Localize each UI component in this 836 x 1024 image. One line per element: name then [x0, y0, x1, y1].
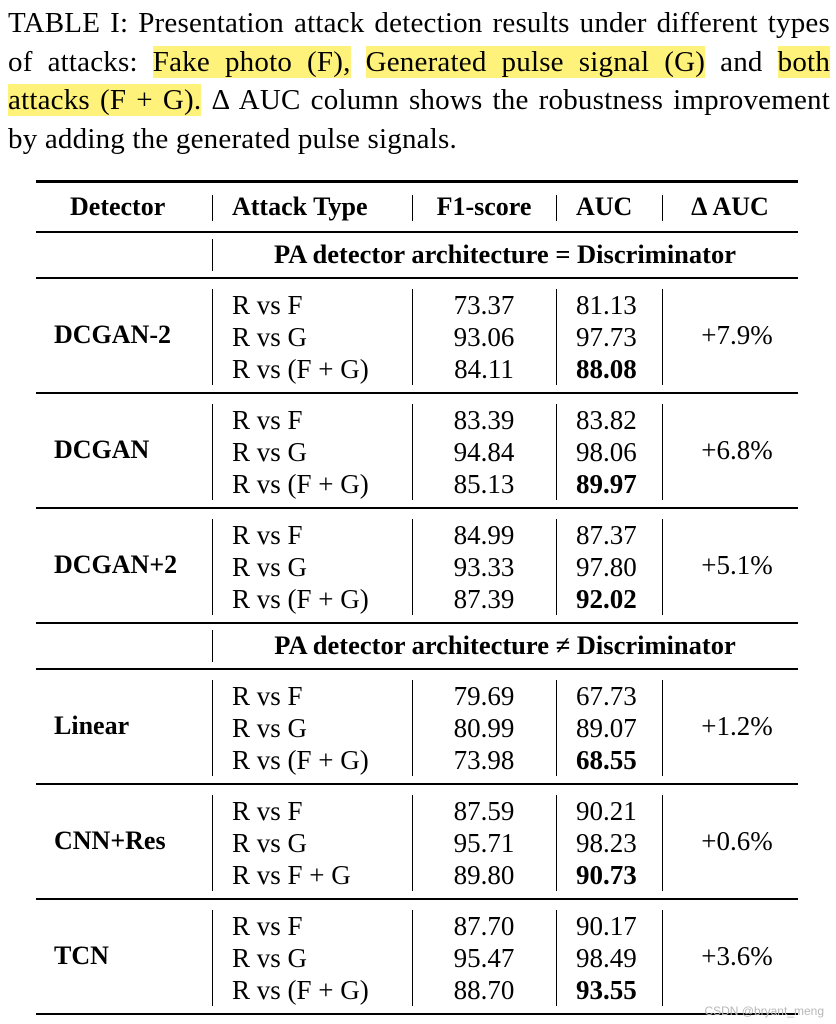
detector-group	[36, 785, 798, 898]
auc-cell: 87.37	[576, 519, 637, 550]
section-header-row	[36, 233, 798, 277]
delta-auc-cell: +5.1%	[701, 549, 773, 580]
delta-auc-cell: +0.6%	[701, 825, 773, 856]
caption-suffix: Δ AUC column shows the robustness improvement by adding the generated pulse signals.	[8, 84, 830, 155]
header-detector: Detector	[70, 191, 166, 221]
attack-type-cell: R vs (F + G)	[232, 353, 369, 384]
auc-cell: 90.17	[576, 910, 637, 941]
header-divider	[212, 195, 213, 221]
header-divider	[412, 195, 413, 221]
attack-type-cell: R vs (F + G)	[232, 744, 369, 775]
detector-name: DCGAN-2	[54, 320, 171, 349]
f1-score-cell: 95.47	[453, 942, 515, 973]
f1-score-cell: 80.99	[453, 712, 515, 743]
delta-auc-cell: +1.2%	[701, 710, 773, 741]
f1-score-cell: 84.11	[454, 353, 514, 384]
f1-score-cell: 87.59	[453, 795, 515, 826]
attack-type-cell: R vs F	[232, 795, 303, 826]
caption-highlight-both-attacks: both attacks (F + G).	[8, 45, 831, 116]
header-delta-auc: Δ AUC	[691, 191, 769, 221]
auc-cell: 83.82	[576, 404, 637, 435]
attack-type-cell: R vs F	[232, 910, 303, 941]
attack-type-cell: R vs (F + G)	[232, 468, 369, 499]
auc-cell: 89.97	[576, 468, 637, 499]
attack-type-cell: R vs G	[232, 436, 308, 467]
attack-type-cell: R vs F	[232, 680, 303, 711]
detector-group	[36, 279, 798, 392]
table-header-row	[36, 183, 798, 231]
header-f1-score: F1-score	[436, 191, 532, 221]
caption-mid: and	[705, 45, 778, 78]
f1-score-cell: 93.06	[453, 321, 515, 352]
table-body	[36, 233, 798, 1016]
f1-score-cell: 88.70	[453, 974, 515, 1005]
attack-type-cell: R vs G	[232, 321, 308, 352]
auc-cell: 98.23	[576, 827, 637, 858]
caption-highlight-fake-photo: Fake photo (F),	[152, 45, 351, 78]
bottom-rule	[36, 1013, 798, 1016]
auc-cell: 97.80	[576, 551, 637, 582]
detector-name: CNN+Res	[54, 826, 166, 855]
f1-score-cell: 95.71	[453, 827, 515, 858]
f1-score-cell: 73.98	[453, 744, 515, 775]
auc-cell: 98.06	[576, 436, 637, 467]
auc-cell: 92.02	[576, 583, 637, 614]
attack-type-cell: R vs G	[232, 942, 308, 973]
section-title: PA detector architecture = Discriminator	[273, 239, 737, 269]
f1-score-cell: 93.33	[453, 551, 515, 582]
attack-type-cell: R vs G	[232, 827, 308, 858]
f1-score-cell: 85.13	[453, 468, 515, 499]
attack-type-cell: R vs F	[232, 519, 303, 550]
auc-cell: 90.73	[576, 859, 637, 890]
auc-cell: 89.07	[576, 712, 637, 743]
table-caption	[8, 4, 830, 158]
caption-highlight-generated-pulse: Generated pulse signal (G)	[365, 45, 706, 78]
f1-score-cell: 87.70	[453, 910, 515, 941]
f1-score-cell: 89.80	[453, 859, 515, 890]
attack-type-cell: R vs F	[232, 289, 303, 320]
delta-auc-cell: +7.9%	[701, 319, 773, 350]
auc-cell: 67.73	[576, 680, 637, 711]
f1-score-cell: 87.39	[453, 583, 515, 614]
auc-cell: 97.73	[576, 321, 637, 352]
attack-type-cell: R vs G	[232, 712, 308, 743]
header-divider	[662, 195, 663, 221]
f1-score-cell: 73.37	[453, 289, 515, 320]
delta-auc-cell: +3.6%	[701, 940, 773, 971]
detector-group	[36, 394, 798, 507]
delta-auc-cell: +6.8%	[701, 434, 773, 465]
auc-cell: 93.55	[576, 974, 637, 1005]
results-table	[36, 180, 798, 1015]
auc-cell: 88.08	[576, 353, 637, 384]
detector-name: DCGAN+2	[54, 550, 178, 579]
section-title: PA detector architecture ≠ Discriminator	[274, 630, 736, 660]
header-auc: AUC	[576, 191, 633, 221]
detector-name: Linear	[54, 711, 130, 740]
header-attack-type: Attack Type	[232, 191, 368, 221]
detector-name: DCGAN	[54, 435, 150, 464]
section-header-row	[36, 624, 798, 668]
detector-group	[36, 670, 798, 783]
f1-score-cell: 83.39	[453, 404, 515, 435]
f1-score-cell: 94.84	[453, 436, 515, 467]
detector-group	[36, 900, 798, 1013]
auc-cell: 81.13	[576, 289, 637, 320]
auc-cell: 68.55	[576, 744, 637, 775]
attack-type-cell: R vs F	[232, 404, 303, 435]
attack-type-cell: R vs (F + G)	[232, 974, 369, 1005]
detector-name: TCN	[54, 941, 109, 970]
header-divider	[556, 195, 557, 221]
caption-prefix: TABLE I: Presentation attack detection results under different types of attacks:	[8, 7, 830, 78]
auc-cell: 98.49	[576, 942, 637, 973]
attack-type-cell: R vs F + G	[232, 859, 351, 890]
detector-group	[36, 509, 798, 622]
auc-cell: 90.21	[576, 795, 637, 826]
attack-type-cell: R vs (F + G)	[232, 583, 369, 614]
f1-score-cell: 79.69	[453, 680, 515, 711]
f1-score-cell: 84.99	[453, 519, 515, 550]
watermark: CSDN @bryant_meng	[704, 1004, 824, 1018]
attack-type-cell: R vs G	[232, 551, 308, 582]
